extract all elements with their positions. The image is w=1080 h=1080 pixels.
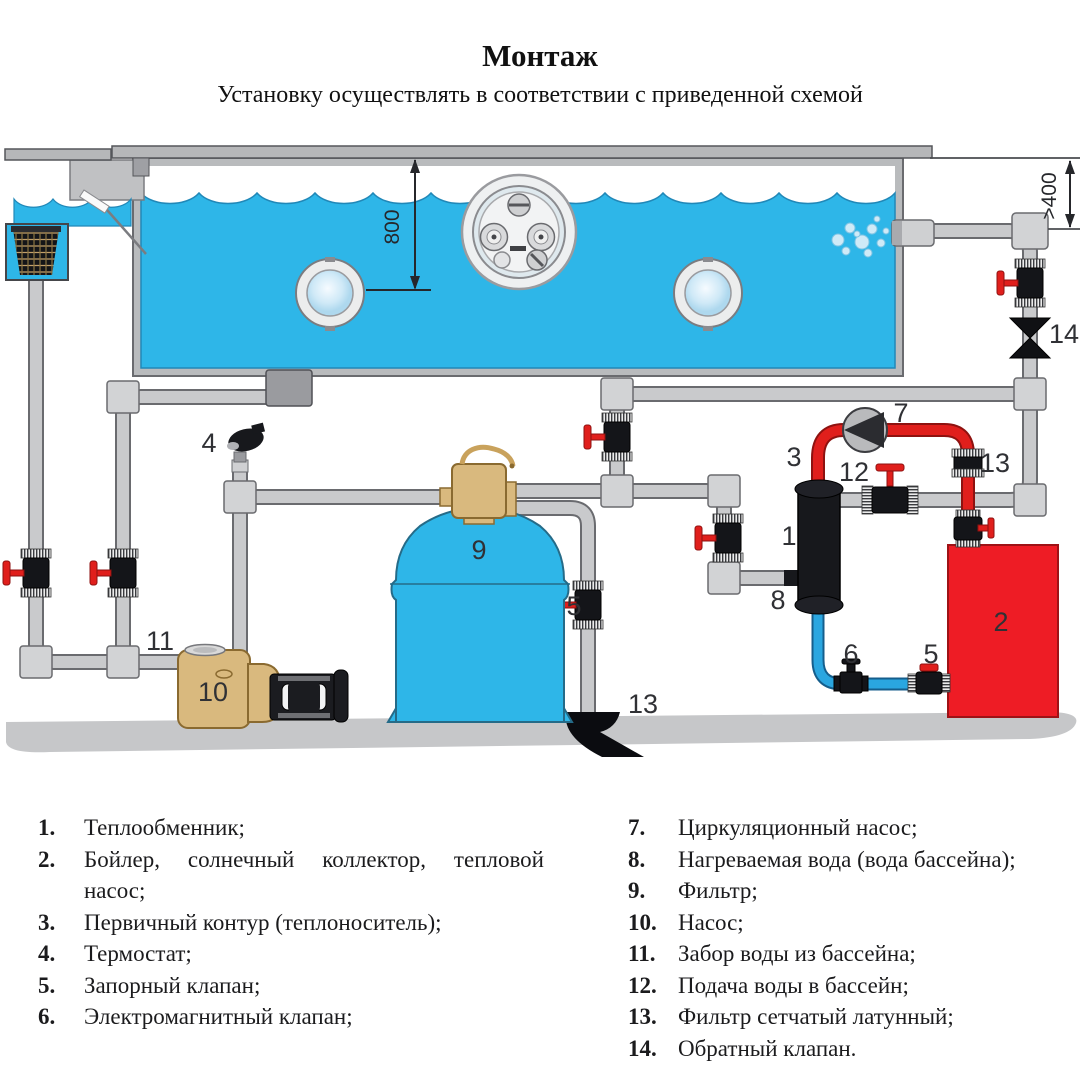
label-9: 9 [471, 535, 487, 565]
pump-motor [270, 670, 348, 722]
legend-column-left [38, 812, 544, 1033]
label-6: 6 [843, 639, 859, 669]
legend-item: 9. Фильтр; [628, 878, 758, 903]
label-13: 13 [627, 689, 659, 719]
label-12: 12 [838, 457, 870, 487]
label-3: 3 [786, 442, 802, 472]
counter-current-jet [462, 175, 576, 289]
label-13: 13 [979, 448, 1011, 478]
label-11: 11 [145, 626, 175, 656]
legend-item: 12. Подача воды в бассейн; [628, 972, 909, 998]
legend-item: 14. Обратный клапан. [628, 1035, 857, 1061]
legend-item: 5. Запорный клапан; [38, 972, 261, 998]
page-subtitle: Установку осуществлять в соответствии с приведенной схемой [217, 82, 863, 108]
label-4: 4 [201, 428, 217, 458]
legend-item: 3. Первичный контур (теплоноситель); [38, 909, 442, 935]
legend-item: 7. Циркуляционный насос; [628, 815, 918, 840]
legend-item: 11. Забор воды из бассейна; [628, 941, 916, 966]
legend-item: 4. Термостат; [38, 941, 192, 966]
label-2: 2 [993, 607, 1009, 637]
skimmer-deck [5, 149, 111, 160]
page-title: Монтаж [482, 38, 598, 73]
main-drain-fitting [266, 370, 312, 406]
legend-item: 13. Фильтр сетчатый латунный; [628, 1004, 954, 1029]
shutoff-valve [3, 549, 51, 597]
legend-item: 10. Насос; [628, 909, 744, 935]
legend-item: 8. Нагреваемая вода (вода бассейна); [628, 846, 1016, 872]
dimension-800-label: 800 [381, 209, 404, 245]
label-10: 10 [197, 677, 229, 707]
skimmer-water [14, 199, 131, 226]
legend-column-right [628, 812, 1064, 1064]
label-1: 1 [781, 521, 797, 551]
pool-deck [112, 146, 932, 158]
label-14: 14 [1048, 319, 1080, 349]
legend-item: 2. Бойлер, солнечный коллектор, тепловой насос; [38, 846, 544, 903]
multiport-valve [440, 447, 516, 524]
label-5: 5 [566, 591, 582, 621]
check-valve [1010, 318, 1050, 358]
pool [133, 158, 934, 406]
label-5: 5 [923, 639, 939, 669]
legend-item: 1. Теплообменник; [38, 815, 245, 840]
dimension-400 [930, 158, 1080, 229]
circulation-pump [843, 408, 887, 452]
shutoff-valve [997, 259, 1045, 307]
pool-supply-valve [862, 464, 918, 514]
shutoff-valve [90, 549, 138, 597]
dimension-400-label: >400 [1038, 172, 1061, 220]
boiler-inlet-valve [954, 510, 994, 547]
label-7: 7 [893, 398, 909, 428]
label-8: 8 [770, 585, 786, 615]
skimmer [5, 149, 146, 280]
shutoff-valve [695, 514, 743, 562]
legend-item: 6. Электромагнитный клапан; [38, 1004, 353, 1029]
thermostat [226, 423, 266, 472]
shutoff-valve [584, 413, 632, 461]
